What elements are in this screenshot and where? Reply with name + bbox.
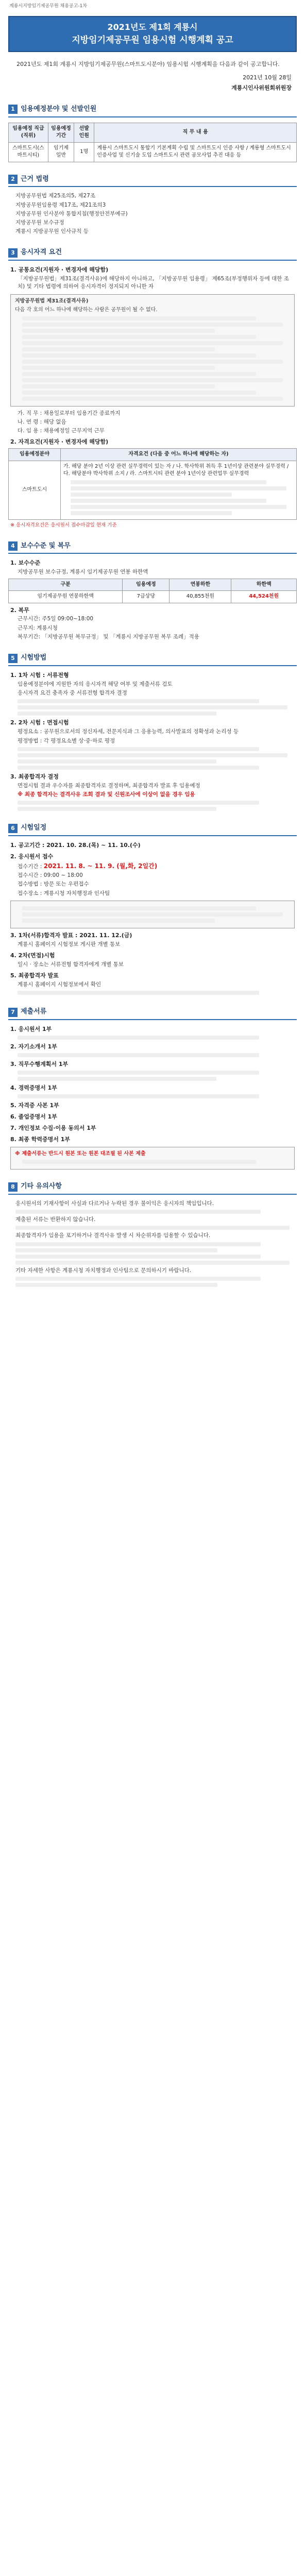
text-line — [18, 1071, 259, 1075]
text-line — [18, 753, 287, 757]
col-4: 하한액 — [231, 579, 297, 591]
schedule-item-2 — [10, 853, 295, 897]
section-title: 시험일정 — [21, 824, 47, 832]
text-line — [18, 705, 287, 709]
item-line: 평정요소 : 공무원으로서의 정신자세, 전문지식과 그 응용능력, 의사발표의 정확성과 논리성 등 — [18, 728, 239, 735]
text-line — [22, 347, 215, 351]
col-3: 연봉하한 — [170, 579, 231, 591]
text-line — [15, 1210, 261, 1214]
document-item — [10, 1084, 295, 1098]
cell-req — [61, 461, 297, 519]
text-line — [71, 499, 266, 503]
grade-value: 해당 없음 — [43, 418, 66, 425]
item-heading: 2. 응시원서 접수 — [10, 853, 54, 860]
document-item — [10, 1101, 295, 1110]
text-line — [22, 335, 256, 339]
text-line — [18, 1036, 259, 1040]
text-line — [22, 360, 283, 364]
text-line — [22, 397, 283, 401]
table-row — [9, 591, 297, 603]
law-item: 계룡시 지방공무원 인사규칙 등 — [15, 228, 89, 235]
text-line — [15, 1226, 290, 1230]
recruit-table — [8, 123, 297, 162]
item-heading: 1. 공통요건(지원자 · 변경자에 해당함) — [10, 266, 109, 274]
item-text: 「지방공무원법」제31조(결격사유)에 해당하지 아니하고, 「지방공무원 임용령」 제65조(부정행위자 등에 대한 조치) 및 기타 법령에 의하여 응시자격이 정지되지 아니한 자 — [18, 276, 289, 290]
item-line: 응시자격 요건 충족자 중 서류전형 합격자 결정 — [18, 690, 127, 697]
section-number: 7 — [8, 1008, 18, 1017]
document-warning: ※ 제출서류는 반드시 원본 또는 원본 대조필 된 사본 제출 — [15, 1150, 146, 1157]
cell-grade: 스마트도시(스마트시티) — [9, 142, 48, 162]
cell-period: 임기제 일반 — [48, 142, 74, 162]
box-title: 지방공무원법 제31조(결격사유) — [15, 298, 89, 304]
notice-line: 제출된 서류는 반환하지 않습니다. — [15, 1216, 96, 1223]
section-number: 6 — [8, 824, 18, 833]
text-line — [15, 1255, 261, 1259]
text-line — [22, 391, 256, 395]
text-line — [18, 807, 216, 811]
col-req: 자격요건 (다음 중 어느 하나에 해당하는 자) — [61, 449, 297, 461]
banner-line1: 2021년도 제1회 계룡시 — [107, 22, 198, 32]
requirement-item-2 — [10, 438, 295, 446]
text-line — [18, 1077, 216, 1081]
col-2: 임용예정 — [123, 579, 170, 591]
section-title: 임용예정분야 및 선발인원 — [21, 105, 97, 113]
item-heading: 1. 공고기간 : 2021. 10. 28.(목) ~ 11. 10.(수) — [10, 841, 141, 849]
cell: 임기제공무원 연봉하한액 — [9, 591, 123, 603]
item-heading: 1. 응시원서 1부 — [10, 1026, 52, 1033]
receipt-period: 2021. 11. 8. ~ 11. 9. (월,화, 2일간) — [43, 862, 158, 870]
item-line: 평정방법 : 각 평정요소별 상·중·하로 평정 — [18, 737, 115, 744]
section-number: 4 — [8, 541, 18, 551]
item-text: 계룡시 홈페이지 시험정보에서 확인 — [18, 981, 101, 988]
box-text: 다음 각 호의 어느 하나에 해당하는 사람은 공무원이 될 수 없다. — [15, 307, 158, 313]
section-6-header — [8, 823, 297, 836]
text-line — [22, 378, 283, 382]
cell-field: 스마트도시 — [9, 461, 61, 519]
cell-count: 1명 — [74, 142, 94, 162]
section-number: 8 — [8, 1182, 18, 1192]
text-line — [71, 480, 266, 484]
text-line — [22, 341, 283, 345]
text-line — [22, 906, 256, 910]
text-line — [18, 1094, 259, 1098]
pay-item — [10, 559, 295, 576]
text-line — [22, 329, 215, 333]
document-item — [10, 1043, 295, 1057]
item-heading: 3. 직무수행계획서 1부 — [10, 1061, 69, 1068]
grade-value: 채용예정일 근무지역 근무 — [43, 428, 105, 434]
schedule-item-4 — [10, 952, 295, 969]
grade-list: 가. 직 무 : 채용일로부터 임용기간 종료까지 나. 연 령 : 해당 없음 다. 임 용 : 채용예정일 근무지역 근무 — [18, 410, 121, 434]
text-line — [22, 323, 283, 327]
schedule-item-1 — [10, 841, 295, 850]
section-number: 2 — [8, 175, 18, 184]
text-line — [15, 1277, 261, 1281]
item-line: 접수시간 : 09:00 ~ 18:00 — [18, 872, 83, 879]
item-line: 복무기간: 「지방공무원 복무규정」 및 「계룡시 지방공무원 복무 조례」적용 — [18, 633, 199, 640]
col-1: 구분 — [9, 579, 123, 591]
pay-table — [8, 579, 297, 603]
item-text: 면접시험 결과 우수자를 최종합격자로 결정하며, 최종합격자 발표 후 임용예정 — [18, 782, 200, 789]
banner-line2: 지방임기제공무원 임용시험 시행계획 공고 — [72, 35, 233, 46]
col-field: 임용예정분야 — [9, 449, 61, 461]
section-5-header — [8, 653, 297, 666]
item-line: 근무지: 계룡시청 — [18, 624, 58, 631]
warning-text: ※ 최종 합격자는 결격사유 조회 결과 및 신원조사에 이상이 없을 경우 임용 — [18, 791, 195, 798]
item-heading: 1. 1차 시험 : 서류전형 — [10, 671, 69, 679]
cell: 40,855천원 — [170, 591, 231, 603]
schedule-note-box — [10, 901, 295, 928]
law-item: 지방공무원 보수규정 — [15, 219, 64, 226]
item-heading: 4. 2차(면접)시험 — [10, 952, 55, 959]
item-text: 지방공무원 보수규정, 계룡시 임기제공무원 연봉 하한액 — [18, 569, 148, 575]
text-line — [22, 353, 256, 358]
schedule-item-5 — [10, 972, 295, 995]
header-note: 계룡시지방임기제공무원 채용공고-1차 — [9, 4, 87, 9]
text-line — [18, 991, 259, 995]
text-line — [22, 316, 256, 320]
notice-line: 응시원서의 기재사항이 사실과 다르거나 누락된 경우 불이익은 응시자의 책임입니다. — [15, 1200, 214, 1207]
grade-label: 가. 직 무 — [18, 410, 39, 416]
section-title: 제출서류 — [21, 1008, 47, 1016]
recruitment-notice — [8, 0, 297, 1287]
section-number: 3 — [8, 248, 18, 258]
law-item: 지방공무원법 제25조의5, 제27조 — [15, 193, 95, 199]
item-heading: 3. 최종합격자 결정 — [10, 773, 59, 780]
exam-item-1 — [10, 671, 295, 716]
item-heading: 6. 졸업증명서 1부 — [10, 1113, 57, 1120]
text-line — [22, 366, 215, 370]
item-heading: 2. 복무 — [10, 606, 29, 614]
item-text: 계룡시 홈페이지 시험정보 게시판 개별 통보 — [18, 941, 121, 947]
exam-item-2 — [10, 719, 295, 769]
section-2-header — [8, 175, 297, 188]
grade-label: 다. 임 용 — [18, 428, 39, 434]
section-7-header — [8, 1007, 297, 1020]
document-item — [10, 1113, 295, 1121]
text-line — [22, 384, 215, 388]
item-line: 접수방법 : 방문 또는 우편접수 — [18, 881, 89, 888]
title-banner — [8, 16, 297, 52]
notice-line: 최종합격자가 임용을 포기하거나 결격사유 발생 시 차순위자를 임용할 수 있습니다. — [15, 1232, 211, 1239]
section-title: 응시자격 요건 — [21, 248, 62, 257]
item-heading: 3. 1차(서류)합격자 발표 : 2021. 11. 12.(금) — [10, 931, 132, 939]
text-line — [18, 747, 259, 751]
intro-text — [11, 60, 294, 69]
text-line — [71, 493, 232, 497]
document-item — [10, 1124, 295, 1132]
item-heading: 5. 자격증 사본 1부 — [10, 1101, 59, 1109]
item-heading: 2. 자기소개서 1부 — [10, 1043, 57, 1050]
text-line — [18, 801, 259, 805]
section-title: 기타 유의사항 — [21, 1182, 62, 1191]
text-line — [15, 1248, 217, 1252]
text-line — [18, 1053, 259, 1057]
disqualification-box — [10, 294, 295, 406]
item-heading: 4. 경력증명서 1부 — [10, 1084, 57, 1091]
cell: 44,524천원 — [231, 591, 297, 603]
item-heading: 5. 최종합격자 발표 — [10, 972, 59, 979]
cell-duty: 계룡시 스마트도시 통합기 기본계획 수립 및 스마트도시 인증 사항 / 계룡형 스마트도시 인증사업 및 신기술 도입 스마트도시 관련 공모사업 추진 대응 등 — [94, 142, 297, 162]
item-heading: 1. 보수수준 — [10, 560, 41, 567]
item-line: 접수장소 : 계룡시청 자치행정과 인사팀 — [18, 890, 110, 896]
issuer: 계룡시인사위원회위원장 — [231, 84, 292, 91]
text-line — [18, 759, 216, 764]
grade-value: 채용일로부터 임용기간 종료까지 — [43, 410, 121, 416]
item-line: 임용예정분야에 지원한 자의 응시자격 해당 여부 및 제출서류 검토 — [18, 681, 173, 687]
cell: 7급상당 — [123, 591, 170, 603]
col-duty: 직 무 내 용 — [94, 123, 297, 142]
document-item — [10, 1060, 295, 1081]
text-line — [71, 486, 286, 490]
law-item: 지방공무원 인사분야 통합지침(행정안전부예규) — [15, 210, 128, 217]
col-period: 임용예정 기간 — [48, 123, 74, 142]
exam-item-3 — [10, 773, 295, 811]
section-title: 보수수준 및 복무 — [21, 541, 71, 550]
text-line — [22, 919, 215, 923]
text-line — [18, 699, 259, 703]
document-item — [10, 1025, 295, 1040]
section-number: 1 — [8, 105, 18, 114]
requirement-item — [10, 266, 295, 291]
notice-line: 기타 자세한 사항은 계룡시청 자치행정과 인사팀으로 문의하시기 바랍니다. — [15, 1267, 192, 1274]
table-row — [9, 142, 297, 162]
receipt-label: 접수기간 : — [18, 863, 42, 870]
law-item: 지방공무원임용령 제17조, 제21조의3 — [15, 201, 106, 208]
text-line — [22, 912, 283, 917]
text-line — [71, 505, 286, 509]
text-line — [18, 766, 259, 770]
section-8-header — [8, 1182, 297, 1195]
item-heading: 7. 개인정보 수집·이용 동의서 1부 — [10, 1124, 96, 1131]
document-item — [10, 1136, 295, 1144]
req-text: 가. 해당 분야 2년 이상 관련 실무경력이 있는 자 / 나. 학사학위 취득 후 1년이상 관련분야 실무경력 / 다. 해당분야 박사학위 소지 / 라. 스마트시티 관련 분야 1년이상 관련업무 실무경력 — [63, 463, 289, 477]
document-note-box — [10, 1147, 295, 1170]
table-row — [9, 461, 297, 519]
qualification-table — [8, 448, 297, 520]
section-1-header — [8, 105, 297, 117]
item-heading: 2. 자격요건(지원자 · 변경자에 해당함) — [10, 438, 109, 446]
text-line — [15, 1242, 261, 1246]
grade-label: 나. 연 령 — [18, 418, 39, 425]
text-line — [15, 1261, 290, 1265]
section-title: 시험방법 — [21, 654, 47, 662]
text-line — [22, 1160, 256, 1164]
col-grade: 임용예정 직급(직위) — [9, 123, 48, 142]
item-line: 근무시간: 주5일 09:00~18:00 — [18, 616, 94, 622]
section-4-header — [8, 541, 297, 554]
text-line — [71, 511, 232, 515]
text-line — [15, 1283, 217, 1287]
text-line — [18, 711, 216, 716]
section-number: 5 — [8, 654, 18, 663]
intro-paragraph: 2021년도 제1회 계룡시 지방임기제공무원(스마트도시분야) 임용시험 시행계획을 다음과 같이 공고합니다. — [16, 60, 280, 67]
qualification-note: ※ 응시자격요건은 응시원서 접수마감일 현재 기준 — [10, 522, 117, 528]
schedule-item-3 — [10, 931, 295, 948]
col-count: 선발 인원 — [74, 123, 94, 142]
notice-date: 2021년 10월 28일 — [243, 74, 292, 81]
section-3-header — [8, 248, 297, 261]
duty-item — [10, 606, 295, 641]
text-line — [22, 372, 256, 376]
item-heading: 8. 최종 학력증명서 1부 — [10, 1136, 70, 1143]
item-text: 일시 · 장소는 서류전형 합격자에게 개별 통보 — [18, 961, 124, 968]
section-title: 근거 법령 — [21, 175, 49, 183]
item-heading: 2. 2차 시험 : 면접시험 — [10, 719, 69, 726]
